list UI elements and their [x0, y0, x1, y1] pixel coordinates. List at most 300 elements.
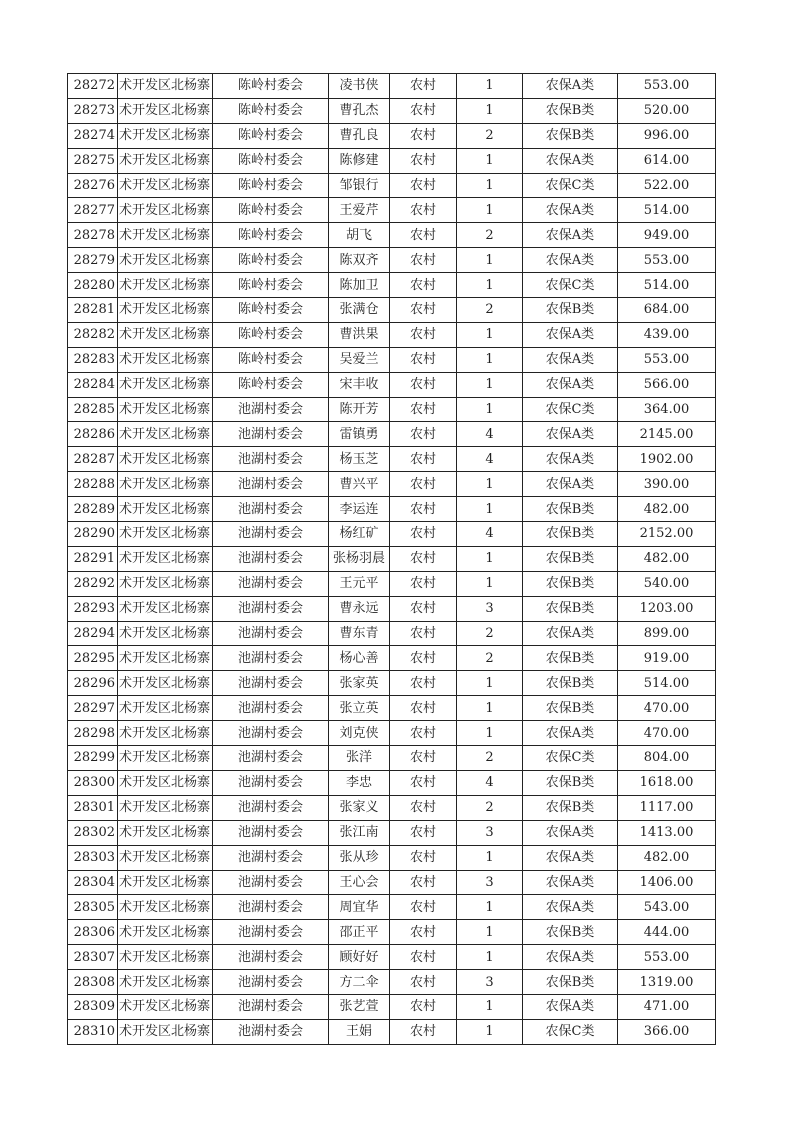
member-count-cell: 1 — [457, 74, 523, 99]
village-committee-cell: 陈岭村委会 — [213, 148, 329, 173]
insurance-class-cell: 农保C类 — [523, 746, 618, 771]
amount-cell: 482.00 — [618, 497, 716, 522]
village-committee-cell: 池湖村委会 — [213, 397, 329, 422]
table-row — [68, 746, 716, 771]
person-name-cell: 杨玉芝 — [329, 447, 390, 472]
household-type-cell: 农村 — [390, 148, 457, 173]
amount-cell: 543.00 — [618, 895, 716, 920]
village-committee-cell: 池湖村委会 — [213, 994, 329, 1019]
insurance-class-cell: 农保B类 — [523, 920, 618, 945]
person-name-cell: 曹孔杰 — [329, 98, 390, 123]
member-count-cell: 2 — [457, 795, 523, 820]
record-id-cell: 28276 — [68, 173, 118, 198]
village-committee-cell: 池湖村委会 — [213, 472, 329, 497]
table-row — [68, 621, 716, 646]
district-cell: 术开发区北杨寨 — [118, 820, 213, 845]
member-count-cell: 1 — [457, 945, 523, 970]
amount-cell: 553.00 — [618, 347, 716, 372]
household-type-cell: 农村 — [390, 696, 457, 721]
insurance-class-cell: 农保A类 — [523, 148, 618, 173]
person-name-cell: 陈修建 — [329, 148, 390, 173]
insurance-class-cell: 农保A类 — [523, 347, 618, 372]
district-cell: 术开发区北杨寨 — [118, 994, 213, 1019]
person-name-cell: 李运连 — [329, 497, 390, 522]
household-type-cell: 农村 — [390, 596, 457, 621]
table-row — [68, 397, 716, 422]
district-cell: 术开发区北杨寨 — [118, 497, 213, 522]
member-count-cell: 1 — [457, 1019, 523, 1044]
person-name-cell: 方二伞 — [329, 970, 390, 995]
insurance-class-cell: 农保A类 — [523, 322, 618, 347]
village-committee-cell: 池湖村委会 — [213, 571, 329, 596]
person-name-cell: 李忠 — [329, 770, 390, 795]
record-id-cell: 28300 — [68, 770, 118, 795]
household-type-cell: 农村 — [390, 322, 457, 347]
record-id-cell: 28289 — [68, 497, 118, 522]
record-id-cell: 28291 — [68, 546, 118, 571]
table-row — [68, 696, 716, 721]
person-name-cell: 张洋 — [329, 746, 390, 771]
insurance-class-cell: 农保A类 — [523, 198, 618, 223]
person-name-cell: 陈开芳 — [329, 397, 390, 422]
village-committee-cell: 池湖村委会 — [213, 422, 329, 447]
village-committee-cell: 陈岭村委会 — [213, 273, 329, 298]
person-name-cell: 曹洪果 — [329, 322, 390, 347]
amount-cell: 471.00 — [618, 994, 716, 1019]
member-count-cell: 2 — [457, 621, 523, 646]
household-type-cell: 农村 — [390, 671, 457, 696]
member-count-cell: 1 — [457, 248, 523, 273]
person-name-cell: 张立英 — [329, 696, 390, 721]
amount-cell: 1618.00 — [618, 770, 716, 795]
record-id-cell: 28283 — [68, 347, 118, 372]
member-count-cell: 1 — [457, 671, 523, 696]
record-id-cell: 28282 — [68, 322, 118, 347]
insurance-class-cell: 农保A类 — [523, 74, 618, 99]
district-cell: 术开发区北杨寨 — [118, 298, 213, 323]
amount-cell: 444.00 — [618, 920, 716, 945]
table-row — [68, 895, 716, 920]
person-name-cell: 胡飞 — [329, 223, 390, 248]
table-row — [68, 447, 716, 472]
district-cell: 术开发区北杨寨 — [118, 372, 213, 397]
amount-cell: 996.00 — [618, 123, 716, 148]
table-row — [68, 148, 716, 173]
record-id-cell: 28308 — [68, 970, 118, 995]
person-name-cell: 张杨羽晨 — [329, 546, 390, 571]
member-count-cell: 1 — [457, 397, 523, 422]
insurance-class-cell: 农保B类 — [523, 98, 618, 123]
person-name-cell: 张满仓 — [329, 298, 390, 323]
district-cell: 术开发区北杨寨 — [118, 770, 213, 795]
district-cell: 术开发区北杨寨 — [118, 198, 213, 223]
district-cell: 术开发区北杨寨 — [118, 322, 213, 347]
insurance-class-cell: 农保B类 — [523, 571, 618, 596]
district-cell: 术开发区北杨寨 — [118, 970, 213, 995]
record-id-cell: 28297 — [68, 696, 118, 721]
person-name-cell: 曹孔良 — [329, 123, 390, 148]
records-table-body — [68, 74, 716, 1045]
village-committee-cell: 池湖村委会 — [213, 746, 329, 771]
insurance-class-cell: 农保A类 — [523, 621, 618, 646]
insurance-class-cell: 农保B类 — [523, 696, 618, 721]
table-row — [68, 74, 716, 99]
insurance-class-cell: 农保A类 — [523, 372, 618, 397]
household-type-cell: 农村 — [390, 472, 457, 497]
insurance-class-cell: 农保B类 — [523, 770, 618, 795]
insurance-class-cell: 农保A类 — [523, 472, 618, 497]
village-committee-cell: 陈岭村委会 — [213, 198, 329, 223]
insurance-class-cell: 农保C类 — [523, 273, 618, 298]
district-cell: 术开发区北杨寨 — [118, 223, 213, 248]
village-committee-cell: 陈岭村委会 — [213, 223, 329, 248]
person-name-cell: 周宜华 — [329, 895, 390, 920]
record-id-cell: 28301 — [68, 795, 118, 820]
household-type-cell: 农村 — [390, 1019, 457, 1044]
district-cell: 术开发区北杨寨 — [118, 248, 213, 273]
household-type-cell: 农村 — [390, 820, 457, 845]
table-row — [68, 671, 716, 696]
table-row — [68, 795, 716, 820]
record-id-cell: 28274 — [68, 123, 118, 148]
person-name-cell: 陈双齐 — [329, 248, 390, 273]
member-count-cell: 1 — [457, 148, 523, 173]
table-row — [68, 223, 716, 248]
household-type-cell: 农村 — [390, 895, 457, 920]
insurance-class-cell: 农保B类 — [523, 970, 618, 995]
village-committee-cell: 池湖村委会 — [213, 671, 329, 696]
amount-cell: 514.00 — [618, 273, 716, 298]
person-name-cell: 曹永远 — [329, 596, 390, 621]
person-name-cell: 王元平 — [329, 571, 390, 596]
amount-cell: 482.00 — [618, 546, 716, 571]
record-id-cell: 28285 — [68, 397, 118, 422]
record-id-cell: 28273 — [68, 98, 118, 123]
household-type-cell: 农村 — [390, 372, 457, 397]
table-row — [68, 646, 716, 671]
table-row — [68, 845, 716, 870]
record-id-cell: 28272 — [68, 74, 118, 99]
district-cell: 术开发区北杨寨 — [118, 895, 213, 920]
table-row — [68, 322, 716, 347]
insurance-class-cell: 农保B类 — [523, 671, 618, 696]
amount-cell: 1117.00 — [618, 795, 716, 820]
village-committee-cell: 池湖村委会 — [213, 621, 329, 646]
insurance-class-cell: 农保A类 — [523, 721, 618, 746]
village-committee-cell: 池湖村委会 — [213, 920, 329, 945]
amount-cell: 470.00 — [618, 721, 716, 746]
member-count-cell: 1 — [457, 98, 523, 123]
district-cell: 术开发区北杨寨 — [118, 148, 213, 173]
district-cell: 术开发区北杨寨 — [118, 546, 213, 571]
district-cell: 术开发区北杨寨 — [118, 746, 213, 771]
village-committee-cell: 池湖村委会 — [213, 945, 329, 970]
amount-cell: 366.00 — [618, 1019, 716, 1044]
household-type-cell: 农村 — [390, 945, 457, 970]
village-committee-cell: 池湖村委会 — [213, 970, 329, 995]
record-id-cell: 28305 — [68, 895, 118, 920]
amount-cell: 804.00 — [618, 746, 716, 771]
village-committee-cell: 池湖村委会 — [213, 895, 329, 920]
table-row — [68, 970, 716, 995]
person-name-cell: 凌书侠 — [329, 74, 390, 99]
village-committee-cell: 池湖村委会 — [213, 596, 329, 621]
table-row — [68, 248, 716, 273]
amount-cell: 1203.00 — [618, 596, 716, 621]
insurance-class-cell: 农保B类 — [523, 123, 618, 148]
village-committee-cell: 池湖村委会 — [213, 870, 329, 895]
amount-cell: 949.00 — [618, 223, 716, 248]
district-cell: 术开发区北杨寨 — [118, 596, 213, 621]
household-type-cell: 农村 — [390, 970, 457, 995]
table-row — [68, 721, 716, 746]
insurance-class-cell: 农保B类 — [523, 795, 618, 820]
amount-cell: 614.00 — [618, 148, 716, 173]
amount-cell: 919.00 — [618, 646, 716, 671]
member-count-cell: 4 — [457, 522, 523, 547]
district-cell: 术开发区北杨寨 — [118, 447, 213, 472]
record-id-cell: 28294 — [68, 621, 118, 646]
member-count-cell: 3 — [457, 596, 523, 621]
village-committee-cell: 池湖村委会 — [213, 696, 329, 721]
person-name-cell: 张从珍 — [329, 845, 390, 870]
household-type-cell: 农村 — [390, 621, 457, 646]
table-row — [68, 820, 716, 845]
table-row — [68, 920, 716, 945]
household-type-cell: 农村 — [390, 397, 457, 422]
insurance-class-cell: 农保A类 — [523, 870, 618, 895]
table-row — [68, 347, 716, 372]
member-count-cell: 1 — [457, 696, 523, 721]
household-type-cell: 农村 — [390, 571, 457, 596]
amount-cell: 522.00 — [618, 173, 716, 198]
member-count-cell: 1 — [457, 372, 523, 397]
insurance-class-cell: 农保A类 — [523, 895, 618, 920]
insurance-class-cell: 农保B类 — [523, 646, 618, 671]
person-name-cell: 吴爱兰 — [329, 347, 390, 372]
household-type-cell: 农村 — [390, 347, 457, 372]
person-name-cell: 王娟 — [329, 1019, 390, 1044]
village-committee-cell: 池湖村委会 — [213, 845, 329, 870]
insurance-class-cell: 农保B类 — [523, 546, 618, 571]
district-cell: 术开发区北杨寨 — [118, 472, 213, 497]
record-id-cell: 28286 — [68, 422, 118, 447]
household-type-cell: 农村 — [390, 746, 457, 771]
district-cell: 术开发区北杨寨 — [118, 273, 213, 298]
member-count-cell: 1 — [457, 994, 523, 1019]
member-count-cell: 1 — [457, 347, 523, 372]
amount-cell: 520.00 — [618, 98, 716, 123]
amount-cell: 540.00 — [618, 571, 716, 596]
table-row — [68, 298, 716, 323]
district-cell: 术开发区北杨寨 — [118, 98, 213, 123]
amount-cell: 514.00 — [618, 198, 716, 223]
person-name-cell: 张艺萱 — [329, 994, 390, 1019]
person-name-cell: 张家义 — [329, 795, 390, 820]
member-count-cell: 2 — [457, 746, 523, 771]
amount-cell: 390.00 — [618, 472, 716, 497]
table-row — [68, 497, 716, 522]
member-count-cell: 1 — [457, 721, 523, 746]
table-row — [68, 198, 716, 223]
member-count-cell: 4 — [457, 422, 523, 447]
person-name-cell: 杨心善 — [329, 646, 390, 671]
district-cell: 术开发区北杨寨 — [118, 696, 213, 721]
person-name-cell: 雷镇勇 — [329, 422, 390, 447]
table-row — [68, 472, 716, 497]
amount-cell: 684.00 — [618, 298, 716, 323]
district-cell: 术开发区北杨寨 — [118, 571, 213, 596]
member-count-cell: 3 — [457, 870, 523, 895]
amount-cell: 470.00 — [618, 696, 716, 721]
household-type-cell: 农村 — [390, 298, 457, 323]
household-type-cell: 农村 — [390, 223, 457, 248]
table-row — [68, 571, 716, 596]
member-count-cell: 1 — [457, 920, 523, 945]
amount-cell: 364.00 — [618, 397, 716, 422]
district-cell: 术开发区北杨寨 — [118, 646, 213, 671]
member-count-cell: 4 — [457, 447, 523, 472]
record-id-cell: 28292 — [68, 571, 118, 596]
household-type-cell: 农村 — [390, 522, 457, 547]
amount-cell: 553.00 — [618, 74, 716, 99]
table-row — [68, 1019, 716, 1044]
table-row — [68, 422, 716, 447]
district-cell: 术开发区北杨寨 — [118, 671, 213, 696]
household-type-cell: 农村 — [390, 123, 457, 148]
table-row — [68, 522, 716, 547]
person-name-cell: 张江南 — [329, 820, 390, 845]
table-row — [68, 945, 716, 970]
record-id-cell: 28298 — [68, 721, 118, 746]
household-type-cell: 农村 — [390, 721, 457, 746]
district-cell: 术开发区北杨寨 — [118, 522, 213, 547]
record-id-cell: 28310 — [68, 1019, 118, 1044]
person-name-cell: 陈加卫 — [329, 273, 390, 298]
insurance-class-cell: 农保A类 — [523, 994, 618, 1019]
household-type-cell: 农村 — [390, 422, 457, 447]
member-count-cell: 2 — [457, 646, 523, 671]
person-name-cell: 顾好好 — [329, 945, 390, 970]
record-id-cell: 28293 — [68, 596, 118, 621]
district-cell: 术开发区北杨寨 — [118, 845, 213, 870]
person-name-cell: 杨红矿 — [329, 522, 390, 547]
village-committee-cell: 池湖村委会 — [213, 522, 329, 547]
member-count-cell: 3 — [457, 820, 523, 845]
record-id-cell: 28295 — [68, 646, 118, 671]
district-cell: 术开发区北杨寨 — [118, 870, 213, 895]
district-cell: 术开发区北杨寨 — [118, 123, 213, 148]
amount-cell: 1902.00 — [618, 447, 716, 472]
district-cell: 术开发区北杨寨 — [118, 621, 213, 646]
district-cell: 术开发区北杨寨 — [118, 422, 213, 447]
insurance-class-cell: 农保B类 — [523, 497, 618, 522]
record-id-cell: 28302 — [68, 820, 118, 845]
household-type-cell: 农村 — [390, 646, 457, 671]
record-id-cell: 28304 — [68, 870, 118, 895]
member-count-cell: 1 — [457, 845, 523, 870]
record-id-cell: 28288 — [68, 472, 118, 497]
district-cell: 术开发区北杨寨 — [118, 795, 213, 820]
record-id-cell: 28275 — [68, 148, 118, 173]
amount-cell: 2145.00 — [618, 422, 716, 447]
amount-cell: 1319.00 — [618, 970, 716, 995]
village-committee-cell: 陈岭村委会 — [213, 347, 329, 372]
member-count-cell: 1 — [457, 497, 523, 522]
record-id-cell: 28279 — [68, 248, 118, 273]
amount-cell: 566.00 — [618, 372, 716, 397]
village-committee-cell: 陈岭村委会 — [213, 98, 329, 123]
amount-cell: 899.00 — [618, 621, 716, 646]
village-committee-cell: 池湖村委会 — [213, 795, 329, 820]
member-count-cell: 1 — [457, 472, 523, 497]
insurance-class-cell: 农保C类 — [523, 397, 618, 422]
record-id-cell: 28306 — [68, 920, 118, 945]
record-id-cell: 28284 — [68, 372, 118, 397]
amount-cell: 553.00 — [618, 248, 716, 273]
district-cell: 术开发区北杨寨 — [118, 721, 213, 746]
village-committee-cell: 陈岭村委会 — [213, 74, 329, 99]
table-row — [68, 596, 716, 621]
district-cell: 术开发区北杨寨 — [118, 1019, 213, 1044]
table-row — [68, 546, 716, 571]
table-row — [68, 273, 716, 298]
person-name-cell: 曹兴平 — [329, 472, 390, 497]
village-committee-cell: 池湖村委会 — [213, 770, 329, 795]
amount-cell: 482.00 — [618, 845, 716, 870]
household-type-cell: 农村 — [390, 447, 457, 472]
district-cell: 术开发区北杨寨 — [118, 173, 213, 198]
insurance-class-cell: 农保A类 — [523, 422, 618, 447]
household-type-cell: 农村 — [390, 173, 457, 198]
table-row — [68, 123, 716, 148]
district-cell: 术开发区北杨寨 — [118, 347, 213, 372]
insurance-class-cell: 农保A类 — [523, 820, 618, 845]
member-count-cell: 3 — [457, 970, 523, 995]
table-row — [68, 173, 716, 198]
village-committee-cell: 池湖村委会 — [213, 721, 329, 746]
record-id-cell: 28290 — [68, 522, 118, 547]
record-id-cell: 28280 — [68, 273, 118, 298]
village-committee-cell: 池湖村委会 — [213, 1019, 329, 1044]
member-count-cell: 1 — [457, 198, 523, 223]
person-name-cell: 刘克侠 — [329, 721, 390, 746]
insurance-class-cell: 农保B类 — [523, 596, 618, 621]
amount-cell: 2152.00 — [618, 522, 716, 547]
district-cell: 术开发区北杨寨 — [118, 945, 213, 970]
household-type-cell: 农村 — [390, 248, 457, 273]
table-row — [68, 372, 716, 397]
insurance-class-cell: 农保B类 — [523, 298, 618, 323]
record-id-cell: 28309 — [68, 994, 118, 1019]
village-committee-cell: 陈岭村委会 — [213, 123, 329, 148]
household-type-cell: 农村 — [390, 198, 457, 223]
person-name-cell: 曹东青 — [329, 621, 390, 646]
record-id-cell: 28277 — [68, 198, 118, 223]
record-id-cell: 28307 — [68, 945, 118, 970]
records-table — [67, 73, 716, 1045]
village-committee-cell: 池湖村委会 — [213, 497, 329, 522]
member-count-cell: 4 — [457, 770, 523, 795]
household-type-cell: 农村 — [390, 546, 457, 571]
member-count-cell: 1 — [457, 322, 523, 347]
amount-cell: 1413.00 — [618, 820, 716, 845]
person-name-cell: 张家英 — [329, 671, 390, 696]
amount-cell: 439.00 — [618, 322, 716, 347]
member-count-cell: 2 — [457, 223, 523, 248]
table-row — [68, 770, 716, 795]
household-type-cell: 农村 — [390, 994, 457, 1019]
